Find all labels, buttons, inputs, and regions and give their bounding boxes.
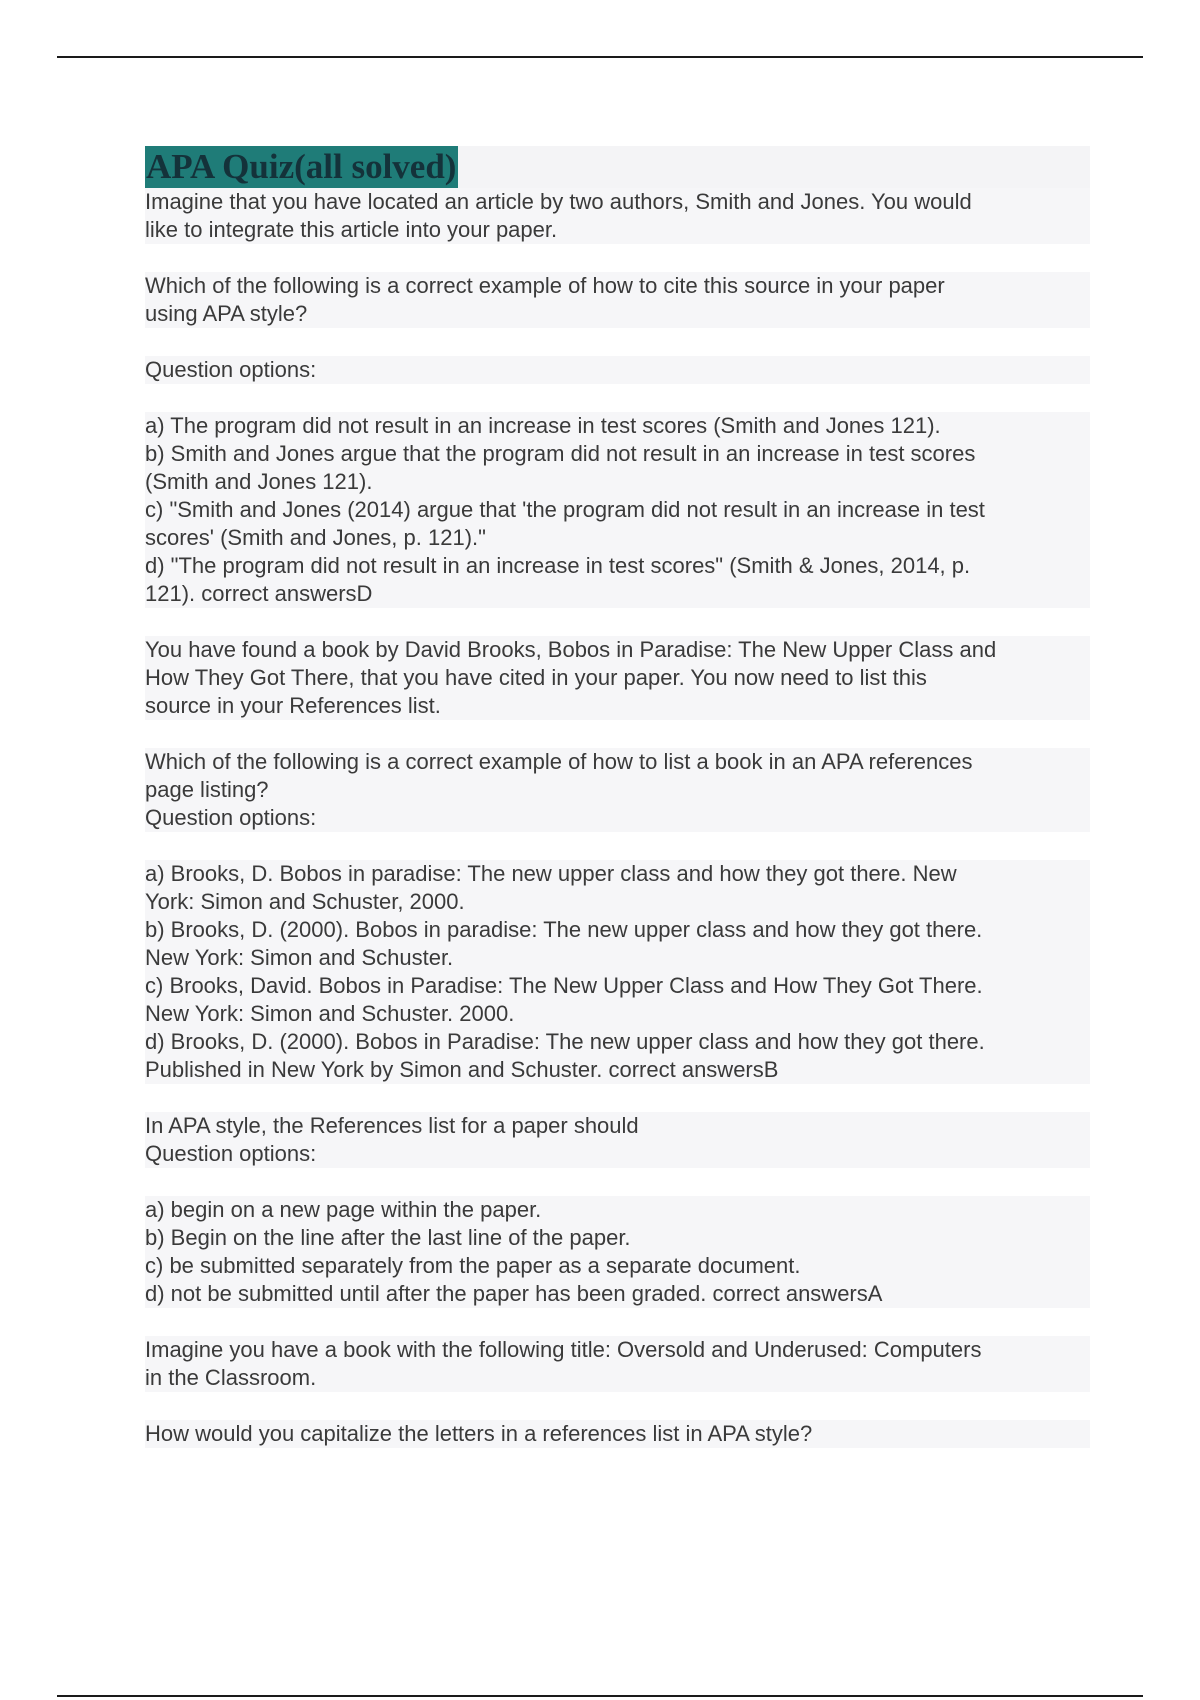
q3-option-line: b) Begin on the line after the last line of the paper. [145, 1225, 631, 1250]
q2-option-line: York: Simon and Schuster, 2000. [145, 889, 465, 914]
q1-intro-line: Imagine that you have located an article by two authors, Smith and Jones. You would [145, 189, 972, 214]
q3-question [145, 1112, 1090, 1168]
q4-question [145, 1420, 1090, 1448]
q4-intro-line: Imagine you have a book with the following title: Oversold and Underused: Computers [145, 1337, 982, 1362]
q2-option-line: New York: Simon and Schuster. 2000. [145, 1001, 515, 1026]
q2-intro-line: How They Got There, that you have cited in your paper. You now need to list this [145, 665, 927, 690]
title-band [145, 146, 1090, 188]
q3-option-line: d) not be submitted until after the paper has been graded. correct answersA [145, 1281, 883, 1306]
q1-option-line: a) The program did not result in an increase in test scores (Smith and Jones 121). [145, 413, 941, 438]
q1-option-line: (Smith and Jones 121). [145, 469, 373, 494]
document-title: APA Quiz(all solved) [146, 147, 457, 186]
q2-question-line: Which of the following is a correct example of how to list a book in an APA references [145, 749, 973, 774]
top-rule [57, 56, 1143, 58]
document-body [145, 146, 1090, 1448]
q2-question [145, 748, 1090, 832]
q2-question-line: Question options: [145, 805, 317, 830]
q1-options-label [145, 356, 1090, 384]
q3-question-line: In APA style, the References list for a paper should [145, 1113, 639, 1138]
q1-intro-line: like to integrate this article into your paper. [145, 217, 558, 242]
q1-option-line: 121). correct answersD [145, 581, 373, 606]
q2-intro-line: source in your References list. [145, 693, 441, 718]
q2-option-line: New York: Simon and Schuster. [145, 945, 454, 970]
q1-question-line: using APA style? [145, 301, 308, 326]
q3-question-line: Question options: [145, 1141, 317, 1166]
q1-question-line: Which of the following is a correct example of how to cite this source in your paper [145, 273, 945, 298]
q1-option-line: scores' (Smith and Jones, p. 121)." [145, 525, 486, 550]
q4-question-line: How would you capitalize the letters in a references list in APA style? [145, 1421, 813, 1446]
q3-option-line: c) be submitted separately from the paper as a separate document. [145, 1253, 801, 1278]
q1-options-label-text: Question options: [145, 357, 317, 382]
q1-option-line: c) "Smith and Jones (2014) argue that 'the program did not result in an increase in test [145, 497, 985, 522]
q2-option-line: c) Brooks, David. Bobos in Paradise: The New Upper Class and How They Got There. [145, 973, 983, 998]
q1-options [145, 412, 1090, 608]
q1-question [145, 272, 1090, 328]
q2-option-line: a) Brooks, D. Bobos in paradise: The new upper class and how they got there. New [145, 861, 957, 886]
q1-intro [145, 188, 1090, 244]
q3-options [145, 1196, 1090, 1308]
q2-intro [145, 636, 1090, 720]
q2-options [145, 860, 1090, 1084]
q1-option-line: b) Smith and Jones argue that the program did not result in an increase in test scores [145, 441, 976, 466]
q3-option-line: a) begin on a new page within the paper. [145, 1197, 542, 1222]
q2-option-line: d) Brooks, D. (2000). Bobos in Paradise: The new upper class and how they got there. [145, 1029, 985, 1054]
q2-option-line: Published in New York by Simon and Schuster. correct answersB [145, 1057, 779, 1082]
q1-option-line: d) "The program did not result in an increase in test scores" (Smith & Jones, 2014, p. [145, 553, 971, 578]
bottom-rule [57, 1695, 1143, 1697]
q4-intro [145, 1336, 1090, 1392]
q2-question-line: page listing? [145, 777, 269, 802]
q2-option-line: b) Brooks, D. (2000). Bobos in paradise: The new upper class and how they got there. [145, 917, 983, 942]
q2-intro-line: You have found a book by David Brooks, Bobos in Paradise: The New Upper Class and [145, 637, 997, 662]
q4-intro-line: in the Classroom. [145, 1365, 317, 1390]
